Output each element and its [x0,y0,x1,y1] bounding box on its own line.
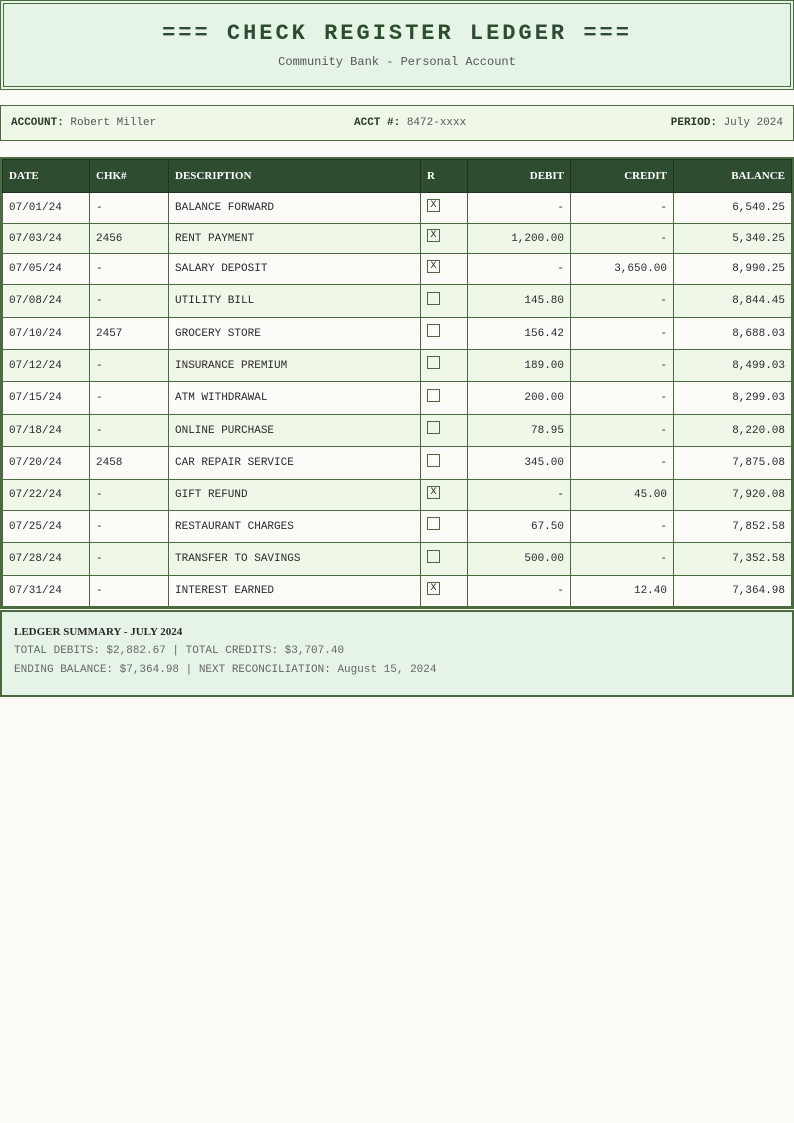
cell-description: GROCERY STORE [169,318,421,350]
cell-balance: 6,540.25 [674,193,792,224]
cell-credit: 45.00 [571,480,674,511]
table-row [3,480,792,511]
cell-balance: 8,499.03 [674,350,792,382]
cell-credit: - [571,350,674,382]
cell-description: GIFT REFUND [169,480,421,511]
summary-title: LEDGER SUMMARY - JULY 2024 [14,626,183,638]
cell-credit: - [571,285,674,318]
cell-reconciled [421,318,468,350]
acct-num-value: 8472-xxxx [406,117,467,129]
cell-reconciled [421,285,468,318]
cell-balance: 5,340.25 [674,224,792,254]
cell-debit: 189.00 [468,350,571,382]
period-field [671,117,783,129]
cell-credit: - [571,382,674,415]
cell-balance: 7,920.08 [674,480,792,511]
summary-ending: ENDING BALANCE: $7,364.98 | NEXT RECONCILIATION: August 15, 2024 [14,664,437,676]
cell-date: 07/25/24 [3,511,90,543]
table-row [3,382,792,415]
cell-reconciled [421,224,468,254]
cell-balance: 7,364.98 [674,576,792,607]
cell-description: ATM WITHDRAWAL [169,382,421,415]
register-table [2,159,792,607]
cell-balance: 8,299.03 [674,382,792,415]
table-header-row [3,160,792,193]
cell-check-number: 2458 [90,447,169,480]
cell-reconciled [421,543,468,576]
cell-date: 07/18/24 [3,415,90,447]
table-row [3,193,792,224]
col-header-balance: BALANCE [674,160,792,193]
cell-description: BALANCE FORWARD [169,193,421,224]
cell-balance: 8,688.03 [674,318,792,350]
cell-credit: - [571,318,674,350]
page-title: === CHECK REGISTER LEDGER === [162,21,632,46]
cell-check-number: - [90,480,169,511]
reconciled-checkbox-unchecked[interactable] [427,421,440,434]
cell-description: CAR REPAIR SERVICE [169,447,421,480]
cell-description: INTEREST EARNED [169,576,421,607]
cell-description: SALARY DEPOSIT [169,254,421,285]
cell-debit: 145.80 [468,285,571,318]
table-row [3,350,792,382]
table-row [3,543,792,576]
cell-date: 07/03/24 [3,224,90,254]
cell-balance: 7,852.58 [674,511,792,543]
table-row [3,254,792,285]
cell-check-number: - [90,193,169,224]
col-header-chk: CHK# [90,160,169,193]
table-row [3,224,792,254]
cell-debit: - [468,576,571,607]
reconciled-checkbox-unchecked[interactable] [427,454,440,467]
cell-reconciled [421,193,468,224]
table-row [3,576,792,607]
cell-debit: 156.42 [468,318,571,350]
table-row [3,511,792,543]
cell-balance: 8,220.08 [674,415,792,447]
cell-date: 07/01/24 [3,193,90,224]
ledger-summary [0,610,794,697]
cell-reconciled [421,576,468,607]
table-row [3,415,792,447]
page-subtitle: Community Bank - Personal Account [278,55,516,69]
cell-debit: 500.00 [468,543,571,576]
cell-debit: 200.00 [468,382,571,415]
register-table-container [0,157,794,609]
cell-balance: 7,352.58 [674,543,792,576]
col-header-date: DATE [3,160,90,193]
cell-credit: - [571,415,674,447]
cell-date: 07/28/24 [3,543,90,576]
col-header-debit: DEBIT [468,160,571,193]
col-header-reconciled: R [421,160,468,193]
reconciled-checkbox-unchecked[interactable] [427,517,440,530]
account-info-bar [0,105,794,141]
cell-debit: 1,200.00 [468,224,571,254]
cell-date: 07/22/24 [3,480,90,511]
reconciled-checkbox-checked[interactable]: X [427,260,440,273]
cell-credit: 12.40 [571,576,674,607]
cell-date: 07/15/24 [3,382,90,415]
cell-date: 07/20/24 [3,447,90,480]
acct-num-label: ACCT #: [354,117,401,129]
cell-credit: - [571,543,674,576]
cell-balance: 7,875.08 [674,447,792,480]
cell-credit: - [571,511,674,543]
cell-debit: - [468,254,571,285]
cell-reconciled [421,254,468,285]
reconciled-checkbox-checked[interactable]: X [427,582,440,595]
cell-date: 07/31/24 [3,576,90,607]
reconciled-checkbox-checked[interactable]: X [427,199,440,212]
reconciled-checkbox-unchecked[interactable] [427,324,440,337]
cell-reconciled [421,511,468,543]
cell-check-number: - [90,254,169,285]
cell-check-number: 2457 [90,318,169,350]
cell-check-number: - [90,350,169,382]
table-row [3,447,792,480]
cell-description: TRANSFER TO SAVINGS [169,543,421,576]
col-header-description: DESCRIPTION [169,160,421,193]
cell-description: RENT PAYMENT [169,224,421,254]
acct-num-field [354,117,466,129]
cell-check-number: - [90,415,169,447]
cell-check-number: - [90,382,169,415]
cell-debit: - [468,480,571,511]
cell-debit: - [468,193,571,224]
cell-check-number: - [90,543,169,576]
cell-description: INSURANCE PREMIUM [169,350,421,382]
cell-debit: 78.95 [468,415,571,447]
col-header-credit: CREDIT [571,160,674,193]
table-row [3,285,792,318]
cell-description: RESTAURANT CHARGES [169,511,421,543]
cell-description: ONLINE PURCHASE [169,415,421,447]
summary-totals: TOTAL DEBITS: $2,882.67 | TOTAL CREDITS: $3,707.40 [14,645,345,657]
cell-credit: 3,650.00 [571,254,674,285]
period-label: PERIOD: [670,117,717,129]
cell-check-number: - [90,511,169,543]
table-row [3,318,792,350]
cell-credit: - [571,447,674,480]
cell-reconciled [421,350,468,382]
cell-debit: 67.50 [468,511,571,543]
period-value: July 2024 [723,117,783,129]
cell-date: 07/08/24 [3,285,90,318]
reconciled-checkbox-checked[interactable]: X [427,229,440,242]
reconciled-checkbox-unchecked[interactable] [427,389,440,402]
cell-check-number: - [90,285,169,318]
cell-check-number: 2456 [90,224,169,254]
cell-reconciled [421,447,468,480]
account-value: Robert Miller [70,117,157,129]
cell-check-number: - [90,576,169,607]
account-field [11,117,156,129]
reconciled-checkbox-unchecked[interactable] [427,356,440,369]
cell-balance: 8,844.45 [674,285,792,318]
account-label: ACCOUNT: [11,117,64,129]
cell-description: UTILITY BILL [169,285,421,318]
cell-date: 07/12/24 [3,350,90,382]
cell-balance: 8,990.25 [674,254,792,285]
cell-date: 07/10/24 [3,318,90,350]
cell-reconciled [421,415,468,447]
cell-debit: 345.00 [468,447,571,480]
reconciled-checkbox-unchecked[interactable] [427,550,440,563]
cell-credit: - [571,193,674,224]
ledger-header [0,0,794,90]
reconciled-checkbox-unchecked[interactable] [427,292,440,305]
reconciled-checkbox-checked[interactable]: X [427,486,440,499]
cell-date: 07/05/24 [3,254,90,285]
cell-reconciled [421,480,468,511]
cell-reconciled [421,382,468,415]
cell-credit: - [571,224,674,254]
